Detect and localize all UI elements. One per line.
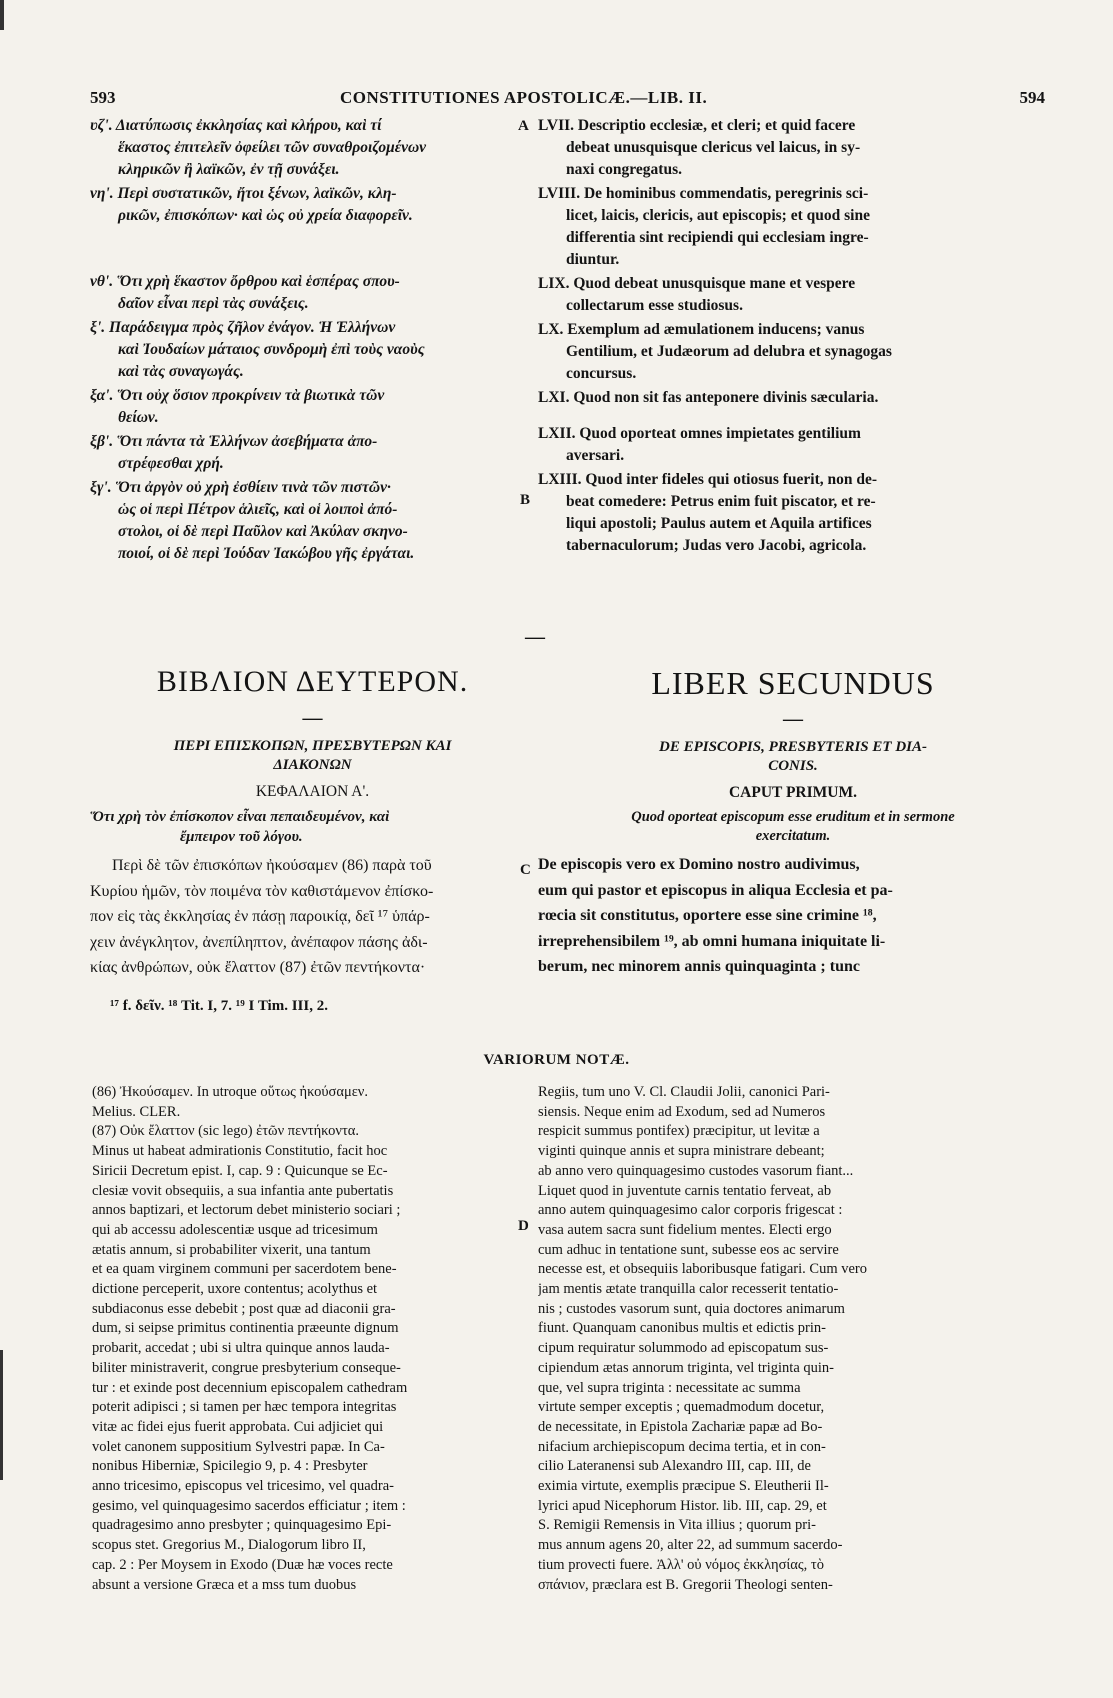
greek-chapter-entry — [90, 271, 530, 315]
note-line: anno autem quinquagesimo calor corporis frigescat : — [538, 1202, 843, 1219]
note-line: biliter ministraverit, congrue presbyterium conseque- — [92, 1359, 401, 1376]
greek-chapter-list — [90, 115, 530, 567]
page-number-left: 593 — [90, 88, 116, 107]
note-line: Melius. CLER. — [92, 1103, 181, 1120]
note-line: necesse est, et obsequiis laboribusque fatigari. Cum vero — [538, 1261, 867, 1278]
note-line: absunt a versione Græca et a mss tum duobus — [92, 1576, 357, 1593]
margin-letter-a: A — [518, 118, 529, 134]
toc-line: LXIII. Quod inter fideles qui otiosus fuerit, non de- — [538, 471, 878, 488]
note-line: clesiæ vovit obsequiis, a sua infantia ante pubertatis — [92, 1182, 394, 1199]
latin-book-section — [538, 665, 1048, 980]
notes-right-column — [538, 1083, 1048, 1595]
toc-line: ξγ'. Ὅτι ἀργὸν οὐ χρὴ ἐσθίειν τινὰ τῶν πιστῶν· — [90, 479, 391, 496]
toc-line: ξα'. Ὅτι οὐχ ὅσιον προκρίνειν τὰ βιωτικὰ τῶν — [90, 387, 385, 404]
toc-line: beat comedere: Petrus enim fuit piscator, et re- — [566, 493, 876, 510]
variorum-notes-heading: VARIORUM NOTÆ. — [483, 1052, 630, 1068]
latin-caput-heading: CAPUT PRIMUM. — [728, 784, 857, 801]
toc-line: collectarum esse studiosus. — [566, 297, 743, 314]
toc-line: aversari. — [566, 447, 625, 464]
toc-line: LIX. Quod debeat unusquisque mane et vespere — [538, 275, 856, 292]
greek-book-subtitle — [90, 737, 535, 775]
note-line: Regiis, tum uno V. Cl. Claudii Jolii, canonici Pari- — [538, 1084, 830, 1100]
note-line: nifacium archiepiscopum decima tertia, et in con- — [538, 1438, 826, 1455]
toc-line: ποιοί, οἱ δὲ περὶ Ἰούδαν Ἰακώβου γῆς ἐργάται. — [118, 545, 415, 562]
greek-book-section — [90, 665, 535, 981]
toc-line: LXI. Quod non sit fas anteponere divinis sæcularia. — [538, 389, 879, 406]
latin-chapter-entry — [538, 423, 1048, 467]
toc-line: ʋζ'. Διατύπωσις ἐκκλησίας καὶ κλήρου, καὶ τί — [90, 117, 382, 134]
body-line: De episcopis vero ex Domino nostro audivimus, — [538, 856, 860, 873]
greek-body-text — [90, 853, 535, 981]
note-line: virtute semper exceptis ; quemadmodum docetur, — [538, 1399, 825, 1416]
latin-chapter-list — [538, 115, 1048, 559]
notes-left-column — [92, 1083, 532, 1595]
toc-line: naxi congregatus. — [566, 161, 682, 178]
latin-chapter-entry — [538, 387, 1048, 409]
note-line: dum, si seipse primitus continentia præeunte dignum — [92, 1320, 399, 1337]
note-line: cum adhuc in tentatione sunt, subesse eos ac servire — [538, 1241, 839, 1258]
note-line: scopus stet. Gregorius M., Dialogorum libro II, — [92, 1537, 366, 1554]
running-title: CONSTITUTIONES APOSTOLICÆ.—LIB. II. — [340, 88, 708, 107]
toc-line: ξβ'. Ὅτι πάντα τὰ Ἑλλήνων ἀσεβήματα ἀπο- — [90, 433, 378, 450]
note-line: cap. 2 : Per Moysem in Exodo (Duæ hæ voces recte — [92, 1556, 393, 1573]
note-line: tur : et exinde post decennium episcopalem cathedram — [92, 1379, 408, 1396]
body-line: eum qui pastor et episcopus in aliqua Ecclesia et pa- — [538, 881, 893, 899]
page-number-right: 594 — [1019, 88, 1045, 107]
note-line: ætatis annum, si probabiliter vixerit, una tantum — [92, 1241, 371, 1258]
note-line: anno tricesimo, episcopus vel tricesimo, vel quadra- — [92, 1478, 394, 1495]
toc-line: ρικῶν, ἐπισκόπων· καὶ ὡς οὐ χρεία διαφορεῖν. — [118, 207, 413, 224]
toc-line: δαῖον εἶναι περὶ τὰς συνάξεις. — [118, 295, 309, 312]
note-line: Siricii Decretum epist. I, cap. 9 : Quicunque se Ec- — [92, 1162, 388, 1179]
note-line: fiunt. Quanquam canonibus multis et edictis prin- — [538, 1320, 826, 1337]
note-line: quadragesimo anno presbyter ; quinquagesimo Epi- — [92, 1517, 392, 1534]
note-line: Minus ut habeat admirationis Constitutio, facit hoc — [92, 1143, 388, 1160]
note-line: respicit summus pontifex) præcipitur, ut levitæ a — [538, 1123, 820, 1140]
toc-line: καὶ Ἰουδαίων μάταιος συνδρομὴ ἐπὶ τοὺς ναοὺς — [118, 341, 425, 358]
toc-line: στρέφεσθαι χρή. — [118, 455, 224, 472]
note-line: de necessitate, in Epistola Zachariæ papæ ad Bo- — [538, 1418, 823, 1435]
latin-chapter-entry — [538, 183, 1048, 271]
latin-book-subtitle — [538, 738, 1048, 776]
note-line: eximia virtute, exemplis præcipue S. Eleutherii Il- — [538, 1478, 829, 1495]
note-line: gesimo, vel quinquagesimo sacerdos efficiatur ; item : — [92, 1497, 406, 1514]
title-dash: — — [302, 707, 323, 729]
note-line: et ea quam virginem communi per sacerdotem bene- — [92, 1261, 397, 1278]
toc-line: νθ'. Ὅτι χρὴ ἕκαστον ὄρθρου καὶ ἑσπέρας σπου- — [90, 273, 400, 290]
margin-letter-b: B — [520, 492, 531, 508]
scan-edge-mark — [0, 0, 4, 30]
latin-chapter-entry — [538, 273, 1048, 317]
footnotes: ¹⁷ f. δεῖν. ¹⁸ Tit. I, 7. ¹⁹ I Tim. III, 2. — [110, 998, 328, 1014]
note-line: que, vel supra triginta : necessitate ac summa — [538, 1379, 801, 1396]
caput-title-line: exercitatum. — [755, 828, 831, 844]
latin-caput-title — [538, 808, 1048, 846]
note-line: annos baptizari, et lectorum debet ministerio sociari ; — [92, 1202, 401, 1219]
body-line: Κυρίου ἡμῶν, τὸν ποιμένα τὸν καθιστάμενον ἐπίσκο- — [90, 882, 434, 900]
note-line: mus annum agens 20, alter 22, ad summum sacerdo- — [538, 1537, 843, 1554]
toc-line: LVII. Descriptio ecclesiæ, et cleri; et quid facere — [538, 117, 856, 134]
note-line: cipiendum ætas annorum triginta, vel triginta quin- — [538, 1359, 834, 1376]
note-line: volet canonem suppositium Sylvestri papæ. In Ca- — [92, 1438, 385, 1455]
note-line: poterit adipisci ; si tamen per hæc tempora integritas — [92, 1399, 397, 1416]
latin-book-title: LIBER SECUNDUS — [651, 665, 935, 701]
running-header — [90, 88, 1045, 114]
title-dash: — — [783, 708, 803, 730]
note-line: lyrici apud Nicephorum Histor. lib. III, cap. 29, et — [538, 1497, 827, 1514]
body-line: Περὶ δὲ τῶν ἐπισκόπων ἠκούσαμεν (86) παρὰ τοῦ — [112, 857, 432, 874]
caput-title-line: Ὅτι χρὴ τὸν ἐπίσκοπον εἶναι πεπαιδευμένον, καὶ — [90, 809, 390, 825]
caput-title-line: ἔμπειρον τοῦ λόγου. — [180, 829, 303, 845]
note-line: dictione perceperit, uxore contentus; acolythus et — [92, 1281, 378, 1298]
toc-line: νη'. Περὶ συστατικῶν, ἤτοι ξένων, λαϊκῶν, κλη- — [90, 185, 397, 202]
note-line: subdiaconus esse debebit ; post quæ ad diaconii gra- — [92, 1300, 396, 1317]
toc-line: LXII. Quod oporteat omnes impietates gentilium — [538, 425, 861, 442]
note-line: cipum requiratur solummodo ad episcopatum sus- — [538, 1340, 829, 1357]
toc-line: θείων. — [118, 409, 159, 426]
greek-chapter-entry — [90, 317, 530, 383]
margin-letter-c: C — [520, 862, 531, 878]
caput-title-line: Quod oporteat episcopum esse eruditum et in sermone — [631, 809, 955, 825]
note-line: Liquet quod in juventute carnis tentatio ferveat, ab — [538, 1182, 832, 1199]
note-line: ab anno vero quinquagesimo custodes vasorum fiant... — [538, 1162, 854, 1179]
latin-chapter-entry — [538, 115, 1048, 181]
subtitle-line: ΔΙΑΚΟΝΩΝ — [273, 757, 352, 773]
toc-line: Gentilium, et Judæorum ad delubra et synagogas — [566, 343, 892, 360]
greek-chapter-entry — [90, 183, 530, 227]
note-line: tium provecti fuere. Ἀλλ' οὐ νόμος ἐκκλησίας, τὸ — [538, 1556, 824, 1573]
body-line: κίας ἀνθρώπων, οὐκ ἔλαττον (87) ἐτῶν πεντήκοντα· — [90, 959, 426, 976]
note-line: (87) Οὐκ ἔλαττον (sic lego) ἐτῶν πεντήκοντα. — [92, 1123, 360, 1140]
body-line: rœcia sit constitutus, oportere esse sine crimine ¹⁸, — [538, 907, 877, 924]
note-line: siensis. Neque enim ad Exodum, sed ad Numeros — [538, 1103, 826, 1120]
toc-line: ὡς οἱ περὶ Πέτρον ἁλιεῖς, καὶ οἱ λοιποὶ ἀπό- — [118, 501, 398, 518]
greek-book-title: ΒΙΒΛΙΟΝ ΔΕΥΤΕΡΟΝ. — [156, 665, 469, 698]
note-line: qui ab accessu adolescentiæ usque ad tricesimum — [92, 1221, 378, 1238]
body-line: χειν ἀνέγκλητον, ἀνεπίληπτον, ἀνέπαφον πάσης ἀδι- — [90, 933, 428, 951]
body-line: irreprehensibilem ¹⁹, ab omni humana iniquitate li- — [538, 932, 886, 950]
subtitle-line: CONIS. — [768, 758, 818, 774]
note-line: σπάνιον, præclara est B. Gregorii Theologi senten- — [538, 1576, 833, 1593]
note-line: jam mentis ætate tranquilla calor recesserit tentatio- — [538, 1281, 839, 1298]
section-separator: — — [525, 626, 545, 648]
toc-line: LX. Exemplum ad æmulationem inducens; vanus — [538, 321, 865, 338]
toc-line: liqui apostoli; Paulus autem et Aquila artifices — [566, 515, 872, 532]
toc-line: concursus. — [566, 365, 637, 382]
greek-caput-heading: ΚΕΦΑΛΑΙΟΝ Α'. — [255, 783, 370, 800]
toc-line: debeat unusquisque clericus vel laicus, in sy- — [566, 139, 861, 156]
toc-line: καὶ τὰς συναγωγάς. — [118, 363, 244, 380]
margin-letter-d: D — [518, 1218, 529, 1234]
toc-line: στολοι, οἱ δὲ περὶ Παῦλον καὶ Ἀκύλαν σκηνο- — [118, 523, 408, 540]
note-line: (86) Ἠκούσαμεν. In utroque οὕτως ἠκούσαμεν. — [92, 1084, 368, 1100]
toc-line: diuntur. — [566, 251, 620, 268]
body-line: πον εἰς τὰς ἐκκλησίας ἐν πάσῃ παροικίᾳ, δεῖ ¹⁷ ὑπάρ- — [90, 908, 430, 925]
latin-chapter-entry — [538, 319, 1048, 385]
note-line: vitæ ac fidei ejus fuerit approbata. Cui adjiciet qui — [92, 1418, 384, 1435]
note-line: nis ; custodes vasorum sunt, quia doctores animarum — [538, 1300, 845, 1317]
note-line: cilio Lateranensi sub Alexandro III, cap. III, de — [538, 1458, 811, 1475]
note-line: probarit, accedat ; ubi si ultra quinque annos lauda- — [92, 1340, 390, 1357]
greek-chapter-entry — [90, 385, 530, 429]
toc-line: κληρικῶν ἢ λαϊκῶν, ἐν τῇ συνάξει. — [118, 161, 340, 178]
latin-body-text — [538, 852, 1048, 980]
body-line: berum, nec minorem annis quinquaginta ; tunc — [538, 958, 860, 975]
note-line: nonibus Hiberniæ, Spicilegio 9, p. 4 : Presbyter — [92, 1458, 368, 1475]
toc-line: ἕκαστος ἐπιτελεῖν ὀφείλει τῶν συναθροιζομένων — [118, 139, 427, 156]
scan-edge-mark — [0, 1350, 3, 1480]
subtitle-line: DE EPISCOPIS, PRESBYTERIS ET DIA- — [659, 739, 927, 755]
greek-chapter-entry — [90, 115, 530, 181]
subtitle-line: ΠΕΡΙ ΕΠΙΣΚΟΠΩΝ, ΠΡΕΣΒΥΤΕΡΩΝ ΚΑΙ — [173, 738, 452, 754]
note-line: viginti quinque annis et supra ministrare debeant; — [538, 1143, 825, 1160]
note-line: vasa autem sacra sunt fidelium mentes. Electi ergo — [538, 1221, 832, 1238]
latin-chapter-entry — [538, 469, 1048, 557]
toc-line: tabernaculorum; Judas vero Jacobi, agricola. — [566, 537, 867, 554]
note-line: S. Remigii Remensis in Vita illius ; quorum pri- — [538, 1517, 816, 1534]
greek-chapter-entry — [90, 477, 530, 565]
greek-chapter-entry — [90, 431, 530, 475]
toc-line: differentia sint recipiendi qui ecclesiam ingre- — [566, 229, 869, 246]
greek-caput-title — [90, 807, 535, 847]
toc-line: LVIII. De hominibus commendatis, peregrinis sci- — [538, 185, 869, 202]
toc-line: licet, laicis, clericis, aut episcopis; et quod sine — [566, 207, 870, 224]
toc-line: ξ'. Παράδειγμα πρὸς ζῆλον ἐνάγον. Ἡ Ἑλλήνων — [90, 319, 396, 336]
